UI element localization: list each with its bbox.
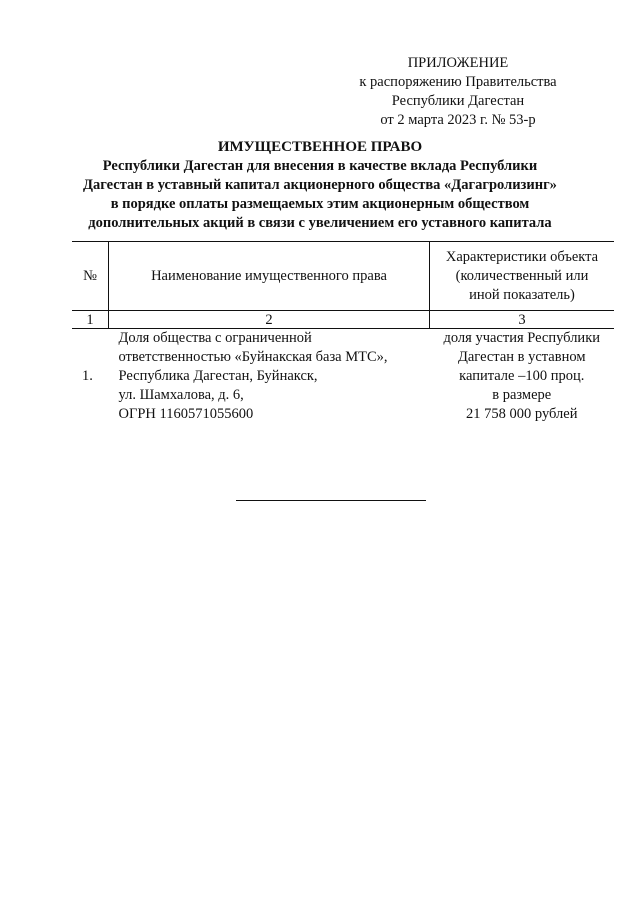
- heading-title: ИМУЩЕСТВЕННОЕ ПРАВО: [217, 139, 423, 155]
- heading-line: в порядке оплаты размещаемых этим акционерным обществом: [110, 196, 530, 212]
- heading-line: дополнительных акций в связи с увеличением его уставного капитала: [88, 215, 552, 231]
- header-number: №: [72, 242, 109, 311]
- row-number: 1.: [82, 368, 93, 384]
- header-name: Наименование имущественного права: [109, 242, 430, 311]
- appendix-line: Республики Дагестан: [391, 93, 525, 109]
- heading-line: Республики Дагестан для внесения в качестве вклада Республики: [102, 158, 538, 174]
- header-char-line: Характеристики объекта: [445, 248, 599, 265]
- closing-divider: [236, 500, 426, 501]
- row-name-line: Доля общества с ограниченной: [118, 330, 312, 346]
- row-name: [109, 329, 430, 425]
- row-char-line: 21 758 000 рублей: [466, 406, 578, 422]
- property-rights-table: [72, 241, 614, 424]
- row-char-line: Дагестан в уставном: [457, 349, 586, 365]
- column-number: 3: [430, 311, 615, 329]
- appendix-title: ПРИЛОЖЕНИЕ: [407, 55, 509, 71]
- row-name-line: ул. Шамхалова, д. 6,: [118, 387, 244, 403]
- header-char-line: иной показатель): [469, 286, 575, 303]
- heading-line: Дагестан в уставный капитал акционерного общества «Дагагролизинг»: [83, 177, 557, 193]
- row-char-line: капитале –100 проц.: [459, 368, 585, 384]
- row-char-line: в размере: [492, 387, 552, 403]
- table-row: [72, 329, 614, 425]
- appendix-block: [338, 54, 578, 130]
- table-header-row: [72, 242, 614, 311]
- row-characteristics: [430, 329, 615, 425]
- row-name-line: ОГРН 1160571055600: [118, 406, 254, 422]
- column-number-row: [72, 311, 614, 329]
- appendix-line: от 2 марта 2023 г. № 53-р: [380, 112, 536, 128]
- header-char-line: (количественный или: [455, 267, 589, 284]
- appendix-line: к распоряжению Правительства: [359, 74, 557, 90]
- column-number: 2: [109, 311, 430, 329]
- header-characteristics: [430, 242, 615, 311]
- document-heading: [60, 138, 580, 233]
- column-number: 1: [72, 311, 109, 329]
- row-name-line: Республика Дагестан, Буйнакск,: [118, 368, 318, 384]
- row-char-line: доля участия Республики: [443, 330, 600, 346]
- row-name-line: ответственностью «Буйнакская база МТС»,: [118, 349, 388, 365]
